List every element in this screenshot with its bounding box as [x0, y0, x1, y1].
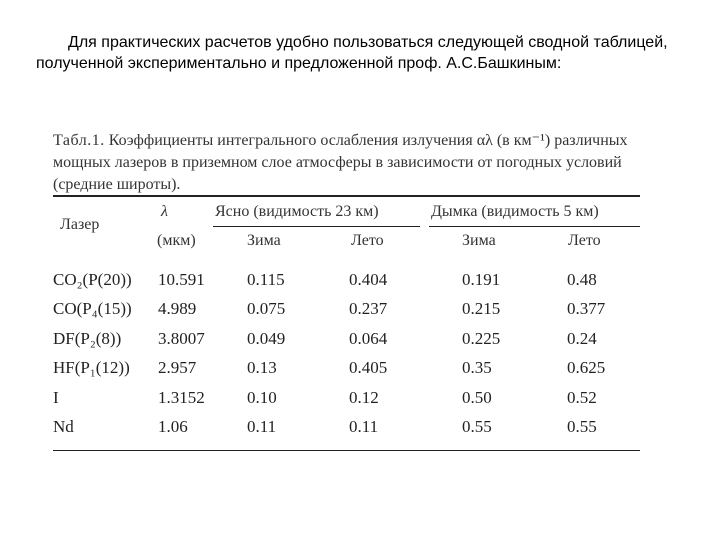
header-laser: Лазер — [60, 216, 100, 233]
cell-haze-summer: 0.55 — [567, 417, 597, 437]
cell-laser: I — [53, 387, 59, 407]
cell-lambda: 2.957 — [158, 358, 197, 378]
header-clear-summer: Лето — [351, 232, 384, 249]
table-row — [53, 413, 640, 443]
cell-clear-summer: 0.405 — [349, 358, 388, 378]
cell-laser: Nd — [53, 417, 74, 437]
table-row — [53, 324, 640, 354]
cell-haze-winter: 0.50 — [462, 387, 492, 407]
table-row — [53, 295, 640, 325]
cell-lambda: 10.591 — [158, 269, 205, 289]
cell-clear-summer: 0.11 — [349, 417, 379, 437]
header-clear-winter: Зима — [247, 232, 281, 249]
cell-clear-winter: 0.11 — [247, 417, 277, 437]
intro-paragraph — [36, 32, 676, 74]
cell-haze-winter: 0.225 — [462, 328, 501, 348]
cell-laser: DF(P₂(8)) — [53, 328, 122, 348]
cell-haze-summer: 0.24 — [567, 328, 597, 348]
cell-clear-summer: 0.237 — [349, 299, 388, 319]
table-caption — [53, 130, 643, 196]
caption-label: Табл.1. — [53, 132, 105, 149]
cell-lambda: 1.3152 — [158, 387, 205, 407]
cell-haze-winter: 0.191 — [462, 269, 501, 289]
cell-haze-summer: 0.377 — [567, 299, 606, 319]
table-top-rule — [53, 195, 640, 197]
clear-group-underline — [213, 226, 420, 227]
caption-text: Коэффициенты интегрального ослабления излучения αλ (в км⁻¹) различных мощных лазеров в приземном слое атмосферы в зависимости от погодных условий (средние широты). — [53, 132, 628, 193]
cell-clear-summer: 0.12 — [349, 387, 379, 407]
cell-clear-summer: 0.064 — [349, 328, 388, 348]
cell-haze-winter: 0.55 — [462, 417, 492, 437]
cell-haze-winter: 0.215 — [462, 299, 501, 319]
table-row — [53, 354, 640, 384]
header-clear-group: Ясно (видимость 23 км) — [215, 203, 379, 220]
cell-clear-winter: 0.10 — [247, 387, 277, 407]
cell-clear-winter: 0.049 — [247, 328, 286, 348]
header-lambda-unit: (мкм) — [157, 232, 196, 249]
header-lambda: λ — [161, 203, 168, 220]
cell-haze-summer: 0.48 — [567, 269, 597, 289]
cell-clear-winter: 0.115 — [247, 269, 285, 289]
cell-clear-winter: 0.13 — [247, 358, 277, 378]
cell-haze-summer: 0.52 — [567, 387, 597, 407]
table-body — [53, 265, 640, 442]
cell-clear-summer: 0.404 — [349, 269, 388, 289]
header-haze-group: Дымка (видимость 5 км) — [431, 203, 599, 220]
cell-laser: HF(P₁(12)) — [53, 358, 130, 378]
attenuation-table — [53, 265, 640, 442]
cell-clear-winter: 0.075 — [247, 299, 286, 319]
cell-laser: CO(P₄(15)) — [53, 299, 132, 319]
haze-group-underline — [429, 226, 640, 227]
table-row — [53, 383, 640, 413]
header-haze-summer: Лето — [568, 232, 601, 249]
cell-haze-winter: 0.35 — [462, 358, 492, 378]
table-row — [53, 265, 640, 295]
header-haze-winter: Зима — [462, 232, 496, 249]
table-bottom-rule — [53, 450, 640, 451]
cell-haze-summer: 0.625 — [567, 358, 606, 378]
cell-laser: CO₂(P(20)) — [53, 269, 132, 289]
cell-lambda: 3.8007 — [158, 328, 205, 348]
cell-lambda: 4.989 — [158, 299, 197, 319]
cell-lambda: 1.06 — [158, 417, 188, 437]
intro-text: Для практических расчетов удобно пользоваться следующей сводной таблицей, полученной экспериментально и предложенной проф. А.С.Башкиным: — [36, 34, 668, 72]
